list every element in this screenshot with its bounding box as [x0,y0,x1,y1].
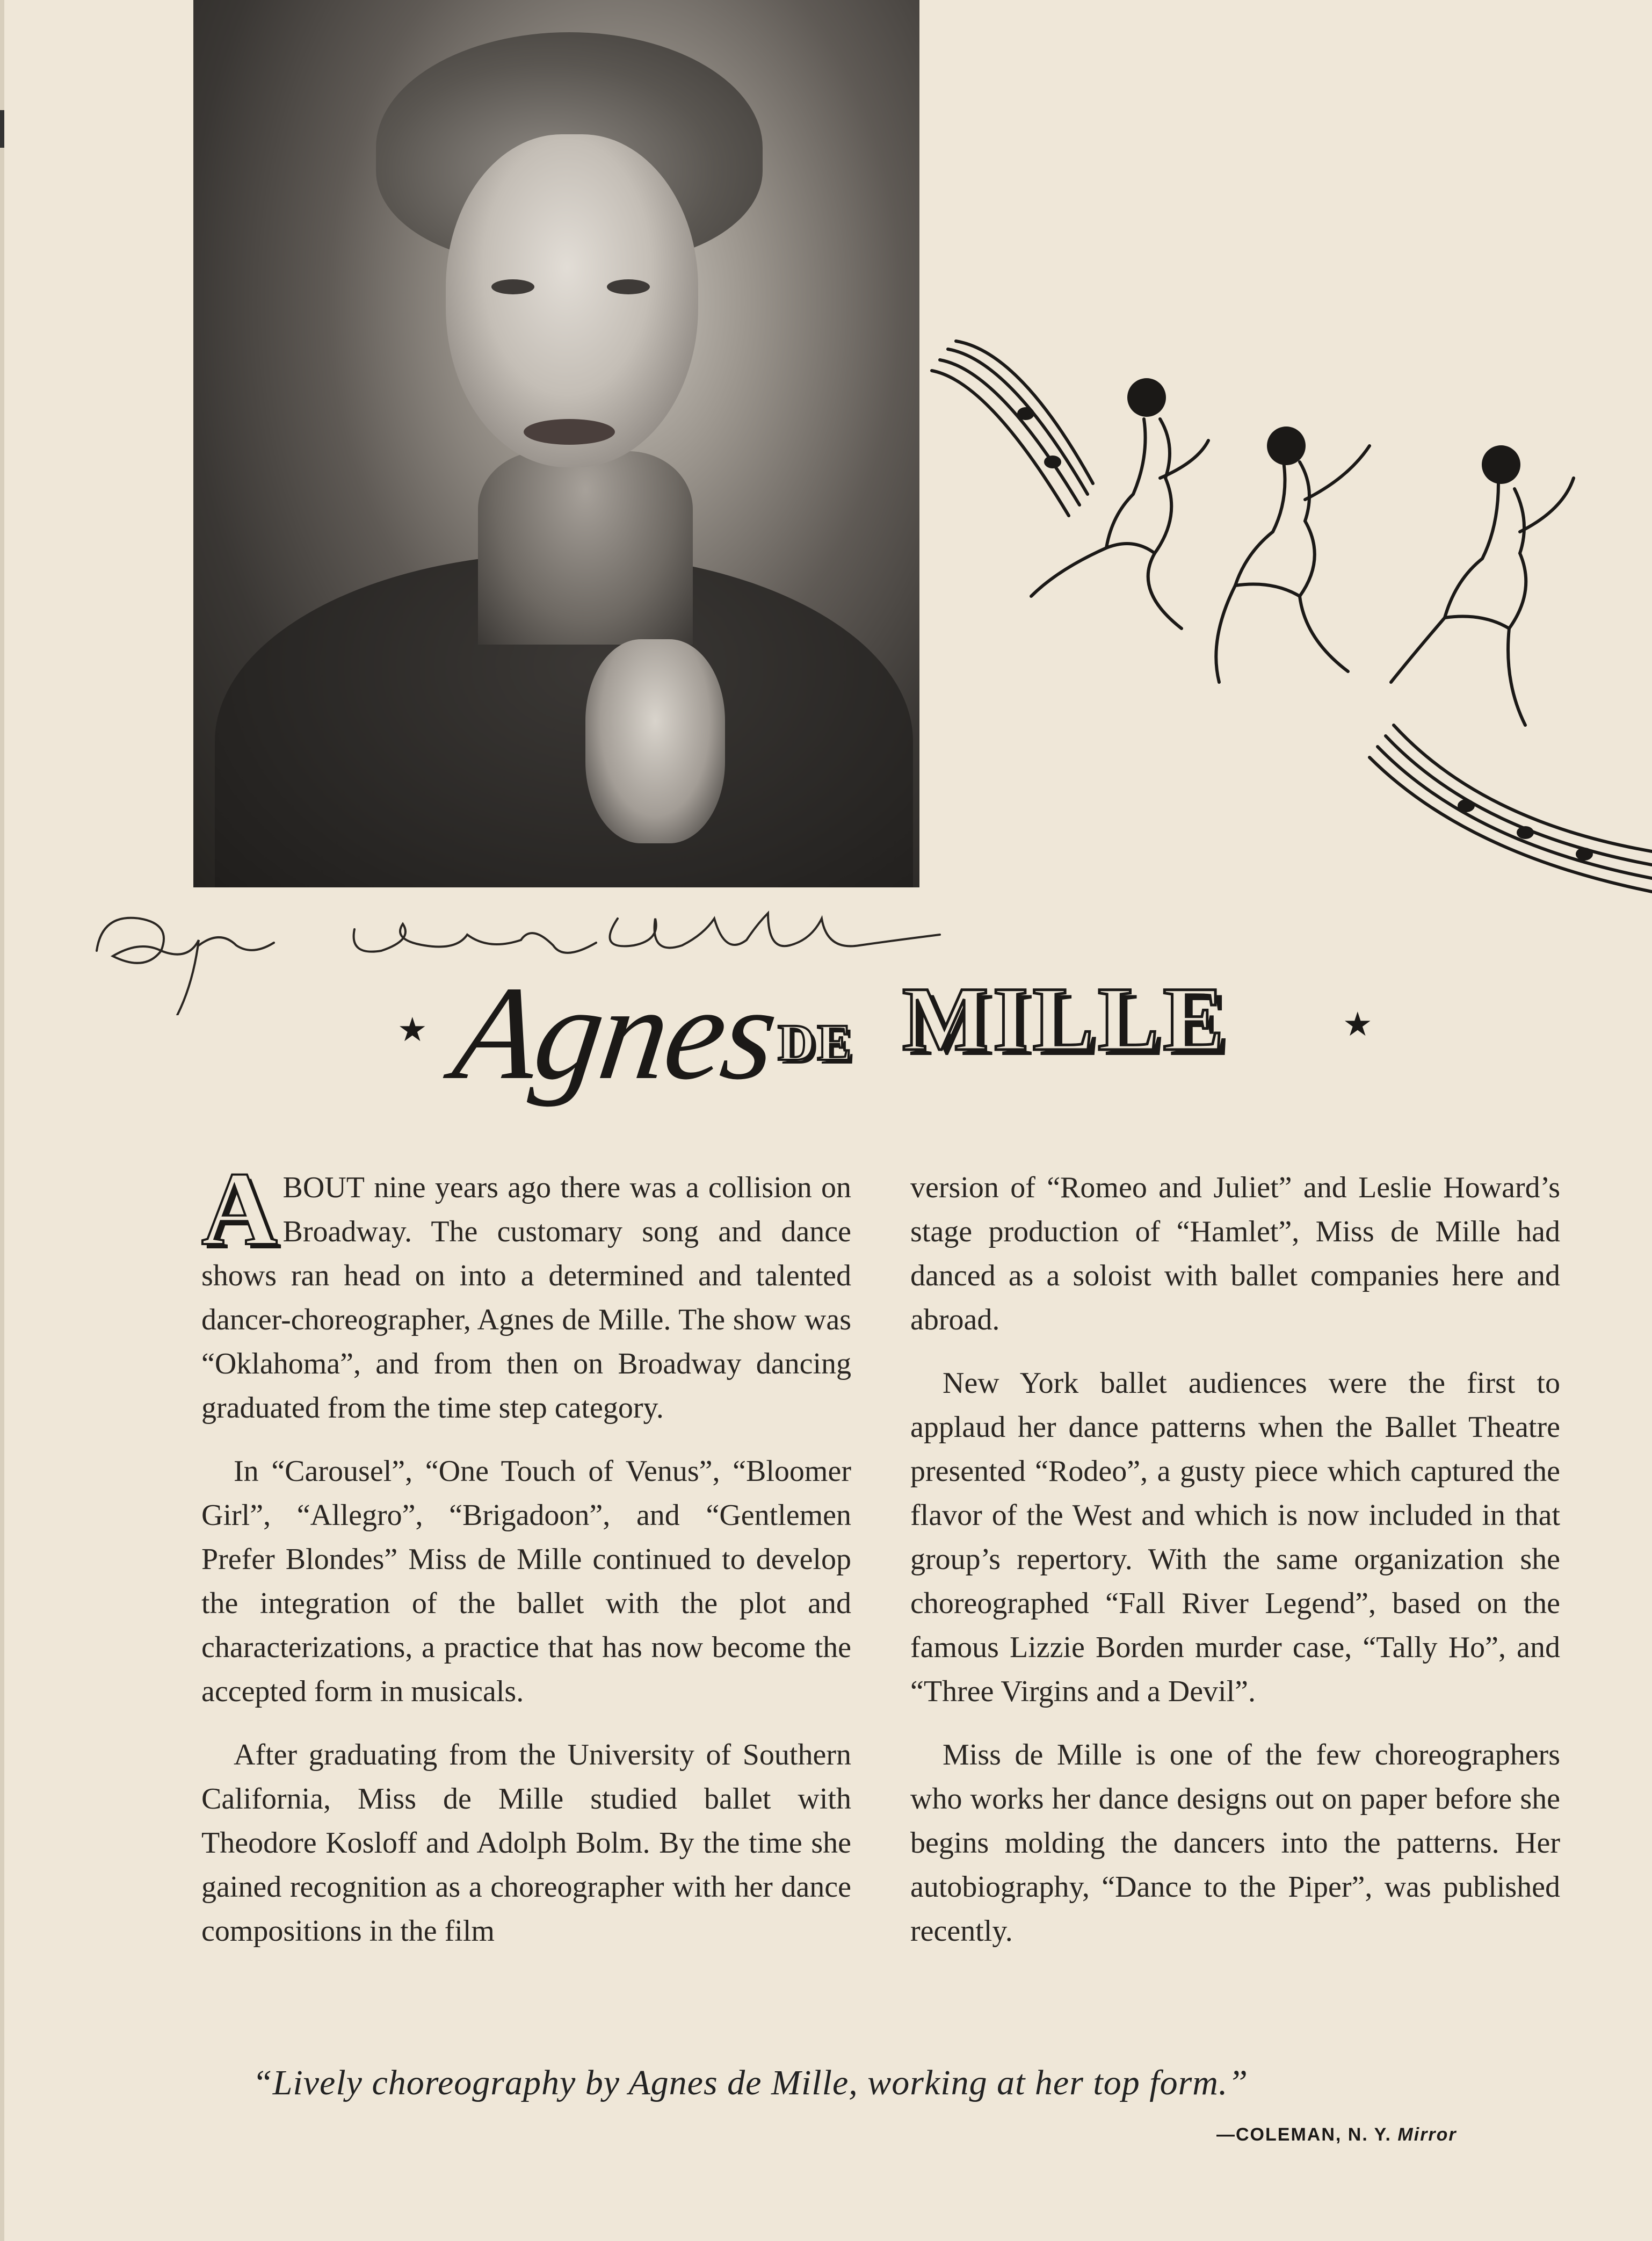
paragraph-3: After graduating from the University of Southern California, Miss de Mille studied ballet with Theodore Kosloff and Adolph Bolm. By the time she gained recognition as a choreographer with her dance compositions in the film [201,1738,851,1948]
paragraph-2: In “Carousel”, “One Touch of Venus”, “Bloomer Girl”, “Allegro”, “Brigadoon”, and “Gentlemen Prefer Blondes” Miss de Mille continued to develop the integration of the ballet with the plot and characterizations, a practice that has now become the accepted form in musicals. [201,1455,851,1708]
paragraph-5: Miss de Mille is one of the few choreographers who works her dance designs out on paper before she begins molding the dancers into the patterns. Her autobiography, “Dance to the Piper”, was published recently. [910,1738,1560,1948]
portrait-photo [193,0,919,887]
paragraph-3-continued: version of “Romeo and Juliet” and Leslie Howard’s stage production of “Hamlet”, Miss de Mille had danced as a soloist with ballet companies here and abroad. [910,1171,1560,1336]
title-star-left: ★ [397,1012,428,1049]
review-quote: “Lively choreography by Agnes de Mille, working at her top form.” [252,2063,1249,2102]
article-column-left [201,1151,851,1972]
quote-credit-name: —COLEMAN, N. Y. [1216,2124,1392,2145]
quote-credit [1216,2124,1457,2145]
paragraph-1 [201,1151,851,1430]
page-edge [0,0,4,2241]
title-first-name: Agnes [446,959,785,1108]
can-can-dancers-illustration [929,338,1652,940]
paragraph-1-lead: BOUT [282,1171,365,1204]
paragraph-4: New York ballet audiences were the first to applaud her dance patterns when the Ballet Theatre presented “Rodeo”, a gusty piece which captured the flavor of the West and which is now included in that group’s repertory. With the same organization she choreographed “Fall River Legend”, based on the famous Lizzie Borden murder case, “Tally Ho”, and “Three Virgins and a Devil”. [910,1367,1560,1708]
photo-eye-left [491,279,534,294]
photo-neck [478,451,693,645]
title-star-right: ★ [1343,1007,1373,1043]
article-column-right [910,1166,1560,1972]
photo-mouth [524,419,615,445]
title-last-name: MILLE [902,968,1228,1069]
photo-face [446,134,698,467]
binding-staple [0,110,4,148]
quote-credit-publication: Mirror [1397,2124,1457,2145]
paragraph-1-text: nine years ago there was a collision on Broadway. The customary song and dance shows ran head on into a determined and talented dancer-choreographer, Agnes de Mille. The show was “Oklahoma”, and from then on Broadway dancing graduated from the time step category. [201,1171,851,1425]
photo-collar [585,639,725,843]
title-particle: DE [778,1014,854,1071]
dropcap-letter: A [201,1151,278,1267]
photo-eye-right [607,279,650,294]
